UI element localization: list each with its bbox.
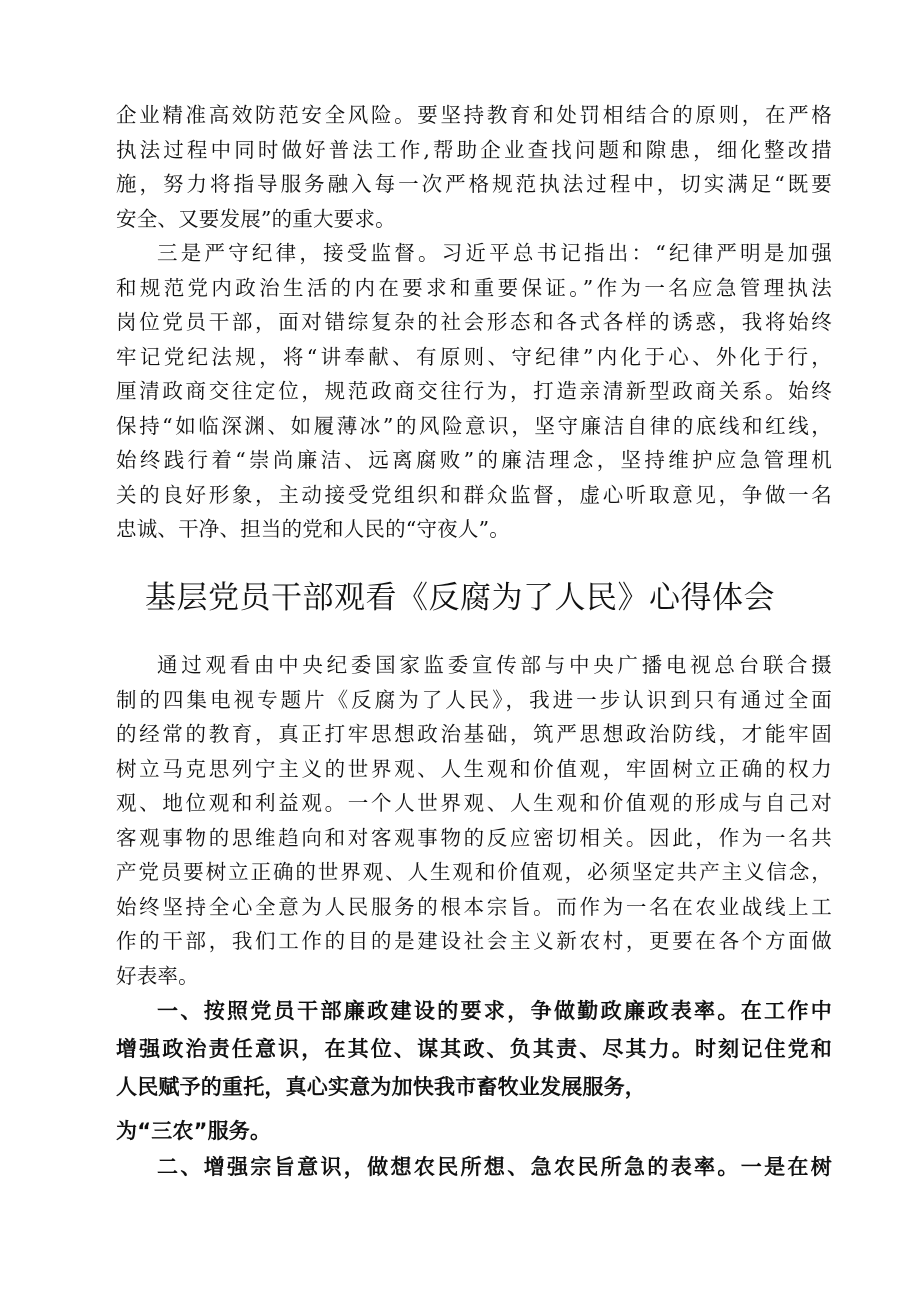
text-line: 人民赋予的重托，真心实意为加快我市畜牧业发展服务， — [116, 1075, 646, 1099]
text-line: 二、增强宗旨意识，做想农民所想、急农民所急的表率。一是在树 — [157, 1155, 832, 1179]
text-line: 为“三农”服务。 — [116, 1119, 272, 1143]
text-line: 执法过程中同时做好普法工作,帮助企业查找问题和隙患，细化整改措 — [116, 137, 832, 162]
text-line: 关的良好形象，主动接受党组织和群众监督，虚心听取意见，争做一名 — [116, 482, 832, 507]
text-line: 树立马克思列宁主义的世界观、人生观和价值观，牢固树立正确的权力 — [116, 756, 832, 781]
text-line: 好表率。 — [116, 963, 199, 988]
paragraph-viewing-reflection — [116, 648, 832, 993]
text-line: 和规范党内政治生活的内在要求和重要保证。”作为一名应急管理执法 — [116, 275, 832, 300]
paragraph-point-one-tail — [116, 1112, 832, 1150]
text-line: 牢记党纪法规，将“讲奉献、有原则、守纪律”内化于心、外化于行， — [116, 344, 832, 369]
text-line: 作的干部，我们工作的目的是建设社会主义新农村，更要在各个方面做 — [116, 929, 832, 953]
text-line: 始终坚持全心全意为人民服务的根本宗旨。而作为一名在农业战线上工 — [116, 894, 832, 919]
text-line: 安全、又要发展”的重大要求。 — [116, 206, 396, 231]
paragraph-discipline-supervision — [116, 236, 832, 547]
text-line: 忠诚、干净、担当的党和人民的“守夜人”。 — [116, 517, 510, 541]
text-line: 产党员要树立正确的世界观、人生观和价值观，必须坚定共产主义信念， — [116, 860, 832, 884]
text-line: 客观事物的思维趋向和对客观事物的反应密切相关。因此，作为一名共 — [116, 825, 832, 850]
text-line: 企业精准高效防范安全风险。要坚持教育和处罚相结合的原则，在严格 — [116, 103, 832, 127]
text-line: 施，努力将指导服务融入每一次严格规范执法过程中，切实满足“既要 — [116, 172, 832, 196]
text-line: 观、地位观和利益观。一个人世界观、人生观和价值观的形成与自己对 — [116, 791, 832, 815]
document-title: 基层党员干部观看《反腐为了人民》心得体会 — [145, 580, 775, 616]
text-line: 岗位党员干部，面对错综复杂的社会形态和各式各样的诱惑，我将始终 — [116, 310, 832, 334]
paragraph-point-one — [116, 992, 832, 1106]
paragraph-point-two — [116, 1148, 832, 1186]
text-line: 厘清政商交往定位，规范政商交往行为，打造亲清新型政商关系。始终 — [116, 379, 832, 403]
text-line: 制的四集电视专题片《反腐为了人民》，我进一步认识到只有通过全面 — [116, 687, 832, 712]
text-line: 增强政治责任意识，在其位、谋其政、负其责、尽其力。时刻记住党和 — [116, 1037, 832, 1061]
paragraph-safety-risk-continued — [116, 98, 832, 236]
text-line: 保持“如临深渊、如履薄冰”的风险意识，坚守廉洁自律的底线和红线， — [116, 413, 832, 438]
text-line: 的经常的教育，真正打牢思想政治基础，筑严思想政治防线，才能牢固 — [116, 722, 832, 746]
text-line: 始终践行着“崇尚廉洁、远离腐败”的廉洁理念，坚持维护应急管理机 — [116, 448, 832, 472]
text-line: 通过观看由中央纪委国家监委宣传部与中央广播电视总台联合摄 — [157, 653, 832, 677]
text-line: 三是严守纪律，接受监督。习近平总书记指出：“纪律严明是加强 — [157, 241, 832, 265]
text-line: 一、按照党员干部廉政建设的要求，争做勤政廉政表率。在工作中 — [157, 999, 832, 1023]
